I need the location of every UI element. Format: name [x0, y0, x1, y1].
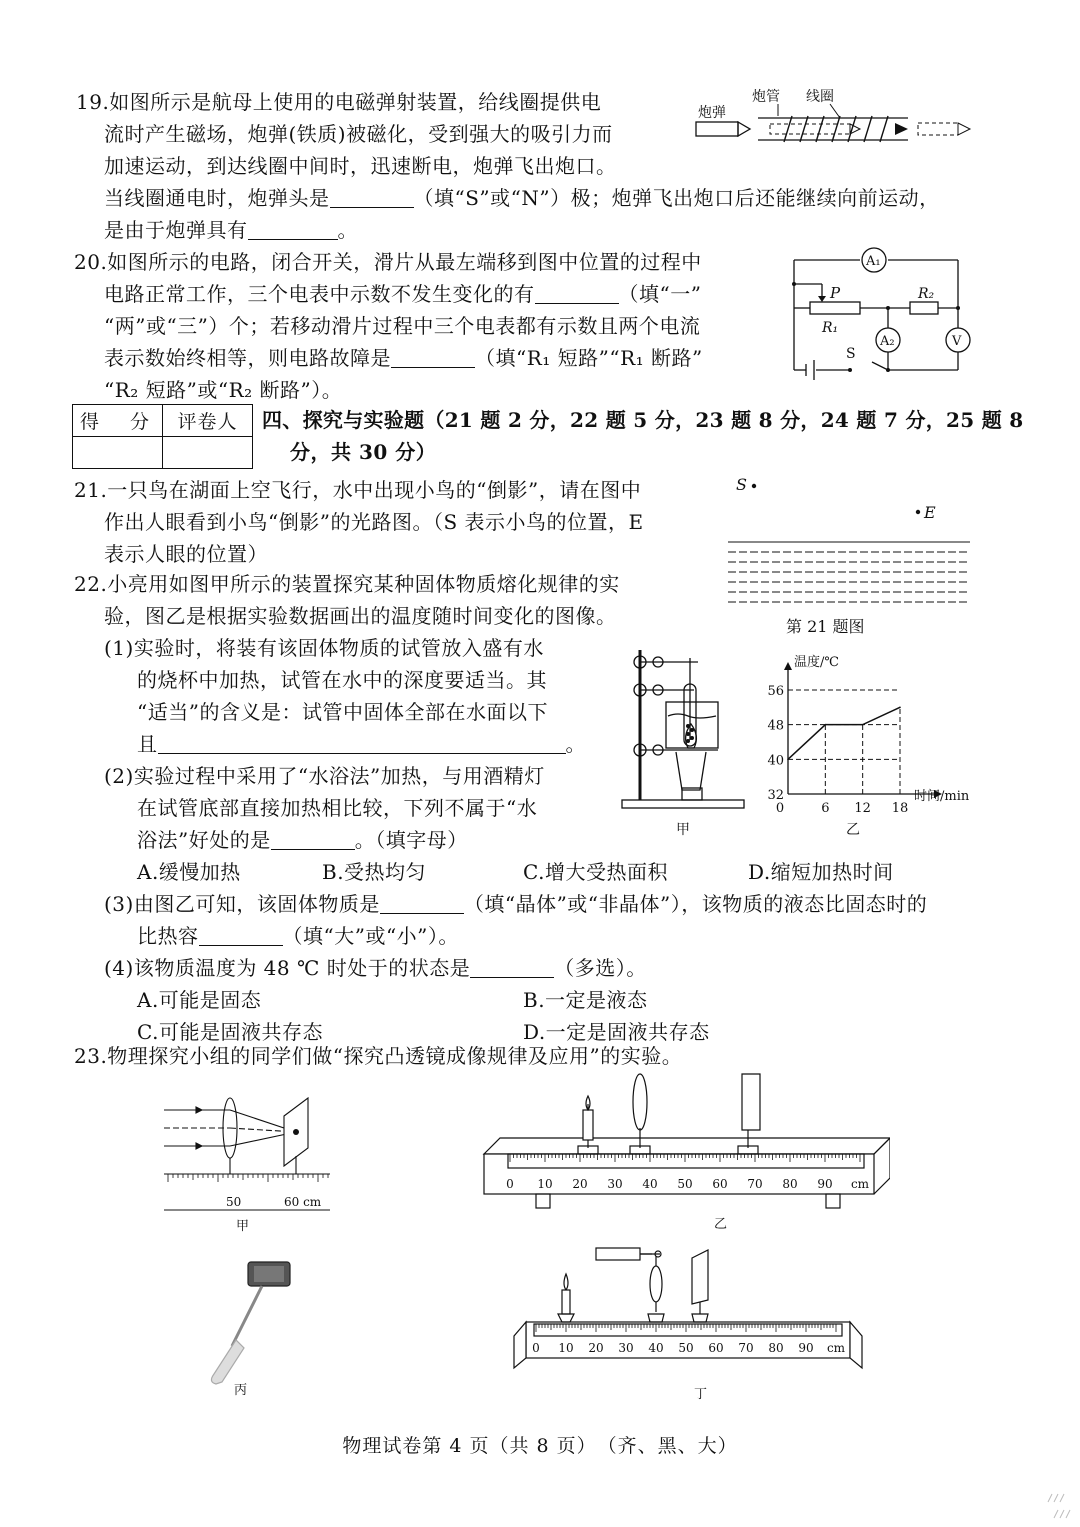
q22-apparatus-figure	[618, 640, 750, 840]
q22-p4-option-c[interactable]: C.可能是固液共存态	[137, 1020, 323, 1044]
q23-fig-ding	[506, 1244, 866, 1404]
score-cell[interactable]	[73, 437, 163, 469]
q22-p2-line-1: (2)实验过程中采用了“水浴法”加热，与用酒精灯	[104, 764, 545, 788]
ruler-label-40: 40	[648, 1341, 664, 1355]
section-title-line-1: 四、探究与实验题（21 题 2 分，22 题 5 分，23 题 8 分，24 题 7 分，25 题 8	[262, 408, 1024, 432]
shell-icon	[696, 122, 738, 136]
q22-p1-line-4-tail: 。	[565, 732, 586, 756]
barrel-label: 炮管	[752, 89, 780, 105]
q19-line-2: 流时产生磁场，炮弹(铁质)被磁化，受到强大的吸引力而	[104, 122, 613, 146]
candle-icon	[583, 1110, 593, 1140]
section-title-line-2: 分，共 30 分）	[290, 440, 437, 464]
q22-blank-depth[interactable]	[158, 733, 566, 754]
grader-cell[interactable]	[163, 437, 253, 469]
ruler-label-cm: cm	[826, 1341, 846, 1355]
q22-p2-line-3	[137, 826, 468, 854]
q23-fig-yi	[480, 1068, 890, 1238]
q22-p3-line-2-text: 比热容	[137, 924, 199, 948]
q23-fig-bing	[192, 1256, 302, 1396]
ruler-label-80: 80	[768, 1341, 784, 1355]
q19-line-5-text: 是由于炮弹具有	[104, 218, 248, 242]
ruler-label-20: 20	[572, 1177, 588, 1191]
q22-p4-text: (4)该物质温度为 48 ℃ 时处于的状态是	[104, 956, 471, 980]
q22-p4-line	[104, 954, 647, 982]
corner-marks	[1040, 1488, 1076, 1522]
x-tick-12: 12	[854, 801, 871, 816]
eye-point-icon	[916, 510, 920, 514]
score-table	[72, 404, 253, 469]
selfie-stick-icon	[211, 1340, 244, 1384]
q22-blank-state[interactable]	[470, 957, 554, 978]
q22-p2-option-a[interactable]: A.缓慢加热	[137, 860, 241, 884]
q20-blank-fault[interactable]	[391, 347, 475, 368]
q22-p3-line-1-tail: （填“晶体”或“非晶体”），该物质的液态比固态时的	[463, 892, 928, 916]
ruler-label-60: 60	[708, 1341, 724, 1355]
q22-p1-line-1: (1)实验时，将装有该固体物质的试管放入盛有水	[104, 636, 544, 660]
q23-fig-jia	[160, 1092, 340, 1234]
q20-line-2-tail: （填“一”	[618, 282, 702, 306]
y-tick-40: 40	[767, 753, 784, 769]
y-tick-56: 56	[767, 684, 784, 699]
s-label: S	[846, 346, 856, 362]
eye-e-label: E	[924, 503, 936, 522]
q22-p2-line-3-tail: 。（填字母）	[354, 828, 468, 852]
ding-candle-icon	[562, 1290, 570, 1314]
coil-icon	[784, 116, 888, 142]
ruler-label-0: 0	[532, 1341, 540, 1355]
light-screen-icon	[742, 1074, 760, 1130]
fig-ding-label: 丁	[694, 1387, 708, 1402]
q19-line-5	[104, 216, 358, 244]
data-point-2	[862, 724, 864, 726]
q19-line-1: 19.如图所示是航母上使用的电磁弹射装置，给线圈提供电	[76, 90, 602, 114]
ruler-label-0: 0	[506, 1177, 514, 1191]
a1-label: A₁	[866, 254, 881, 269]
q22-blank-crystal[interactable]	[380, 893, 464, 914]
q22-p4-option-d[interactable]: D.一定是固液共存态	[523, 1020, 710, 1044]
ruler-label-10: 10	[558, 1341, 574, 1355]
ding-screen-icon	[692, 1250, 708, 1304]
water-surface	[728, 542, 970, 602]
fig-jia-label: 甲	[676, 822, 690, 838]
q22-p4-option-b[interactable]: B.一定是液态	[523, 988, 648, 1012]
ruler-label-10: 10	[537, 1177, 553, 1191]
q22-p1-line-3: “适当”的含义是：试管中固体全部在水面以下	[137, 700, 548, 724]
q23-line-1: 23.物理探究小组的同学们做“探究凸透镜成像规律及应用”的实验。	[74, 1044, 683, 1068]
q22-blank-waterbath[interactable]	[271, 829, 355, 850]
x-tick-6: 6	[821, 801, 830, 816]
q22-p1-line-4-text: 且	[137, 732, 158, 756]
jia-tick-60cm: 60 cm	[284, 1195, 322, 1209]
r2-label: R₂	[918, 286, 935, 302]
x-axis-label: 时间/min	[914, 789, 970, 804]
ruler-label-cm: cm	[850, 1177, 870, 1191]
ruler-label-90: 90	[817, 1177, 833, 1191]
jia-tick-50: 50	[226, 1195, 242, 1209]
ruler-label-50: 50	[677, 1177, 693, 1191]
ruler-label-50: 50	[678, 1341, 694, 1355]
q22-p2-option-d[interactable]: D.缩短加热时间	[748, 860, 894, 884]
ruler-label-30: 30	[618, 1341, 634, 1355]
q19-line-4	[104, 184, 940, 212]
score-header: 得 分	[73, 405, 163, 437]
q22-temperature-chart	[760, 652, 980, 838]
shell-label: 炮弹	[698, 105, 726, 121]
q20-line-2	[104, 280, 701, 308]
q19-line-4-tail: （填“S”或“N”）极；炮弹飞出炮口后还能继续向前运动，	[413, 186, 940, 210]
fig-yi-label: 乙	[846, 822, 860, 838]
data-point-3	[899, 707, 901, 709]
q22-p3-line-2-tail: （填“大”或“小”）。	[282, 924, 459, 948]
ruler-label-70: 70	[738, 1341, 754, 1355]
q21-line-3: 表示人眼的位置）	[104, 542, 268, 566]
q20-line-4-text: 表示数始终相等，则电路故障是	[104, 346, 391, 370]
bird-s-label: S	[736, 475, 747, 494]
q20-line-1: 20.如图所示的电路，闭合开关，滑片从最左端移到图中位置的过程中	[74, 250, 702, 274]
q20-line-4-tail: （填“R₁ 短路”“R₁ 断路”	[475, 346, 703, 370]
fig-jia-label-23: 甲	[236, 1219, 250, 1234]
water-lens-icon	[650, 1266, 662, 1302]
q22-p4-tail: （多选）。	[554, 956, 647, 980]
q22-p1-line-2: 的烧杯中加热，试管在水中的深度要适当。其	[137, 668, 547, 692]
q21-reflection-figure	[720, 470, 980, 640]
q20-blank-count[interactable]	[535, 283, 619, 304]
a2-label: A₂	[880, 334, 895, 349]
ruler-label-60: 60	[712, 1177, 728, 1191]
q21-caption: 第 21 题图	[786, 617, 865, 636]
page-footer: 物理试卷第 4 页（共 8 页） （齐、黑、大）	[342, 1435, 738, 1457]
q19-ejector-figure	[690, 86, 980, 150]
q22-line-1: 22.小亮用如图甲所示的装置探究某种固体物质熔化规律的实	[74, 572, 620, 596]
q22-p3-line-1-text: (3)由图乙可知，该固体物质是	[104, 892, 380, 916]
series-line	[788, 707, 900, 759]
q22-blank-heat-capacity[interactable]	[199, 925, 283, 946]
q19-line-5-tail: 。	[337, 218, 358, 242]
q19-line-4-text: 当线圈通电时，炮弹头是	[104, 186, 330, 210]
data-point-0	[787, 759, 789, 761]
lens-icon	[633, 1074, 647, 1130]
q20-line-4	[104, 344, 703, 372]
x-tick-18: 18	[891, 801, 909, 816]
q22-p3-line-1	[104, 890, 927, 918]
x-tick-0: 0	[775, 801, 785, 816]
r1-label: R₁	[822, 320, 839, 336]
y-tick-32: 32	[767, 788, 784, 803]
ruler-label-70: 70	[747, 1177, 763, 1191]
coil-label: 线圈	[806, 89, 834, 105]
q22-line-2: 验，图乙是根据实验数据画出的温度随时间变化的图像。	[104, 604, 617, 628]
ruler-label-40: 40	[642, 1177, 658, 1191]
q22-p1-line-4	[137, 730, 586, 758]
grader-header: 评卷人	[163, 405, 253, 437]
q20-line-3: “两”或“三”）个；若移动滑片过程中三个电表都有示数且两个电流	[104, 314, 701, 338]
y-tick-48: 48	[767, 718, 784, 734]
ruler-label-90: 90	[798, 1341, 814, 1355]
v-label: V	[952, 334, 962, 349]
q22-p3-line-2	[137, 922, 459, 950]
fig-yi-label-23: 乙	[714, 1217, 728, 1232]
y-axis-label: 温度/℃	[794, 655, 839, 670]
q20-circuit-figure	[780, 240, 980, 380]
q20-line-2-text: 电路正常工作，三个电表中示数不发生变化的有	[104, 282, 535, 306]
q20-line-5: “R₂ 短路”或“R₂ 断路”）。	[104, 378, 343, 402]
bird-point-icon	[752, 484, 756, 488]
q22-p2-line-2: 在试管底部直接加热相比较，下列不属于“水	[137, 796, 538, 820]
q22-p2-line-3-text: 浴法”好处的是	[137, 828, 271, 852]
ruler-label-20: 20	[588, 1341, 604, 1355]
p-label: P	[830, 284, 841, 302]
q22-p4-option-a[interactable]: A.可能是固态	[137, 988, 262, 1012]
q19-blank-pole[interactable]	[330, 187, 414, 208]
q21-line-2: 作出人眼看到小鸟“倒影”的光路图。（S 表示小鸟的位置，E	[104, 510, 644, 534]
fig-bing-label: 丙	[234, 1383, 248, 1396]
q19-line-3: 加速运动，到达线圈中间时，迅速断电，炮弹飞出炮口。	[104, 154, 617, 178]
q22-p2-option-c[interactable]: C.增大受热面积	[523, 860, 668, 884]
q21-line-1: 21.一只鸟在湖面上空飞行，水中出现小鸟的“倒影”，请在图中	[74, 478, 642, 502]
ruler-label-30: 30	[607, 1177, 623, 1191]
data-point-1	[825, 724, 827, 726]
syringe-icon	[596, 1248, 640, 1260]
ruler-label-80: 80	[782, 1177, 798, 1191]
q19-blank-inertia[interactable]	[248, 219, 338, 240]
q22-p2-option-b[interactable]: B.受热均匀	[322, 860, 427, 884]
